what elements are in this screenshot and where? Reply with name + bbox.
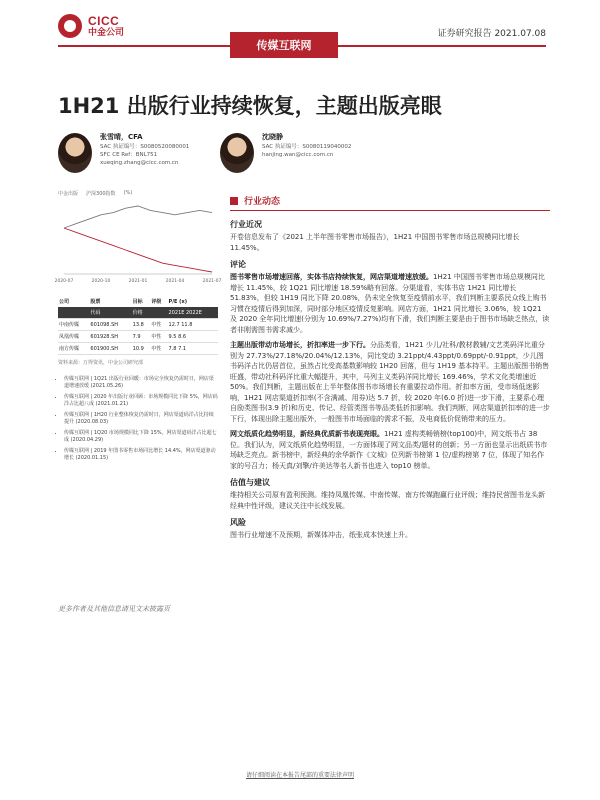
paragraph-body: 分品类看，1H21 少儿/社科/教材教辅/文艺类码洋比重分别为 27.73%/27.18%/20.04%/12.13%，同比变动 3.21ppt/4.43ppt/0.69ppt/-0.91ppt，少儿图书码洋占比仍居首位，虽然占比受高基数影响较 1H20 回落，但与 1H19 基本持平。主题出版图书销售旺盛，带动社科码洋比重大幅提升，其中，马列主义类码洋同比增长 169.46%，学术文化类增速近 50%。我们判断，主题出版在上半年整体图书市场增长有重要拉动作用。折扣率方面，受市场低迷影响，1H21 网店渠道折扣率(不含满减、用券)达 5.7 折，较 2020 年(6.0 折)进一步下滑，主要系心理自励类图书(3.9 折)和历史、传记、经管类图书等品类低折扣影响。我们判断，网店渠道折扣率的进一步下行，体现出除主题出版外，一般图书市场面临的需求不振，及电商低价促销带来的压力。 (230, 341, 550, 423)
industry-tag: 传媒互联网 (230, 32, 338, 58)
table-row (58, 319, 218, 331)
table-cell: 601098.SH (90, 321, 119, 328)
x-tick-label: 2021-04 (165, 279, 185, 284)
related-report-link[interactable]: • 传媒互联网 | 1Q20 市场规模同比下降 15%，网店渠道码洋占比超七成 (2020.04.29) (64, 430, 218, 444)
analyst-ref: SFC CE Ref：BNL751 (100, 152, 158, 158)
paragraph-body: 1H21 虚构类畅销榜(top100)中，网文纸书占 38 位。我们认为，网文纸质化趋势明显，一方面体现了网文品类/题材的创新；另一方面也显示出纸质书市场缺乏亮点。新书榜中，新经典的余华新作《文城》位列新书榜第 1 位/虚构榜第 7 位，体现了知名作家的号召力；杨天真/刘擎/许美达等名人新书也进入 top10 榜单。 (230, 430, 548, 470)
table-header: 目标 (132, 299, 143, 305)
section-title: 行业动态 (244, 197, 281, 207)
related-report-link[interactable]: • 传媒互联网 | 1Q21 出版行业回暖：市场完全恢复仍需时日，网店渠道增速放缓 (2021.05.26) (64, 376, 218, 390)
square-bullet-icon (230, 197, 238, 205)
paragraph: 图书行业增速不及预期，新媒体冲击，纸张成本快速上升。 (230, 531, 412, 539)
main-content (230, 194, 550, 546)
logo-en: CICC (88, 13, 120, 28)
table-cell: 9.5 8.6 (168, 333, 187, 340)
page-title: 1H21 出版行业持续恢复，主题出版亮眼 (58, 94, 442, 118)
table-cell: 601928.SH (90, 333, 119, 340)
table-cell: 中性 (151, 346, 162, 352)
related-report-link[interactable]: • 传媒互联网 | 1H20 行业整体恢复仍需时日，网店渠道码洋占比持续提升 (2020.08.03) (64, 412, 218, 426)
paragraph (230, 272, 550, 335)
analyst-license: SAC 执证编号：S0080520080001 (100, 144, 190, 150)
table-cell: 13.8 (132, 321, 144, 328)
analyst-card (58, 133, 189, 173)
cicc-logo (58, 12, 178, 40)
table-row (58, 331, 218, 343)
table-cell: 7.9 (132, 333, 141, 340)
paragraph-lead: 网文纸质化趋势明显，新经典优质新书表现亮眼。 (230, 430, 384, 438)
table-subheader: 代码 (89, 307, 131, 319)
heading-recent: 行业近况 (230, 220, 262, 229)
paragraph (230, 340, 550, 424)
analyst-email[interactable]: xueqing.zhang@cicc.com.cn (100, 160, 179, 166)
analyst-photo (58, 133, 92, 173)
paragraph (230, 429, 550, 471)
analyst-name: 沈晓静 (262, 133, 283, 141)
table-cell: 12.7 11.8 (168, 321, 193, 328)
x-tick-label: 2021-07 (202, 279, 222, 284)
cicc-logo-icon (58, 14, 82, 38)
analyst-email[interactable]: hanjing.wan@cicc.com.cn (262, 152, 334, 158)
footer-disclaimer[interactable]: 请仔细阅读在本报告尾部的重要法律声明 (245, 772, 354, 779)
table-row (58, 343, 218, 355)
analyst-card (220, 133, 351, 173)
table-subheader (58, 307, 89, 319)
table-subheader: 2021E 2022E (168, 307, 218, 319)
table-cell: 南方传媒 (59, 346, 80, 352)
table-header: 评级 (151, 299, 162, 305)
performance-chart (54, 200, 222, 286)
analyst-photo (220, 133, 254, 173)
series-line-2 (64, 228, 212, 272)
x-tick-label: 2020-10 (91, 279, 111, 284)
chart-legend (58, 190, 218, 197)
paragraph-lead: 主题出版带动市场增长，折扣率进一步下行。 (230, 341, 370, 349)
left-sidebar (54, 190, 222, 466)
table-cell: 凤凰传媒 (59, 334, 80, 340)
more-info-note: 更多作者及其他信息请见文末披露页 (58, 605, 170, 613)
logo-cn: 中金公司 (88, 27, 125, 38)
table-cell: 7.8 7.1 (168, 345, 187, 352)
table-cell: 中性 (151, 334, 162, 340)
table-cell: 601900.SH (90, 345, 119, 352)
chart-unit: (%) (123, 190, 133, 196)
paragraph-body: 1H21 中国图书零售市场总规模同比增长 11.45%，较 1Q21 同比增速 18.59%略有回落。分渠道看，实体书店 1H21 同比增长 51.83%，但较 1H19 同比下降 20.08%，仍未完全恢复至疫情前水平，我们判断主要系民众线上购书习惯在疫情后得到加深，同时部分地区疫情反复影响。网店方面，1H21 同比增长 3.06%，较 1Q21 及 2020 全年同比增速(分别为 10.69%/7.27%)均有下滑，我们判断主要是由于图书市场缺乏热点，读者非刚需图书需求减少。 (230, 273, 550, 334)
table-subheader: 价格 (132, 307, 151, 319)
legend-series-1: 中金出版 (58, 191, 79, 197)
paragraph: 维持相关公司原有盈利预测。维持凤凰传媒、中南传媒、南方传媒跑赢行业评级；维持民营图书龙头新经典中性评级，建议关注中长线发展。 (230, 491, 545, 510)
related-report-link[interactable]: • 传媒互联网 | 2019 年图书零售市场同比增长 14.4%，网店渠道驱动增长 (2020.01.15) (64, 448, 218, 462)
table-cell: 10.9 (132, 345, 144, 352)
analyst-name: 张雪晴，CFA (100, 133, 143, 141)
paragraph-lead: 图书零售市场增速回落，实体书店持续恢复，网店渠道增速放缓。 (230, 273, 433, 281)
legend-series-2: 沪深300指数 (86, 191, 116, 197)
related-report-link[interactable]: • 传媒互联网 | 2020 年出版行业回顾：市场规模同比下降 5%，网店码洋占比超八成 (2021.01.21) (64, 394, 218, 408)
x-tick-label: 2020-07 (54, 279, 74, 284)
x-tick-label: 2021-01 (128, 279, 148, 284)
related-reports-list (58, 376, 218, 462)
table-cell: 中南传媒 (59, 322, 80, 328)
heading-comment: 评论 (230, 260, 246, 269)
valuation-table (58, 296, 218, 355)
table-subheader (150, 307, 167, 319)
section-header (230, 194, 550, 211)
table-cell: 中性 (151, 322, 162, 328)
table-header: P/E (x) (168, 298, 187, 305)
table-header: 股票 (90, 299, 101, 305)
series-line-1 (64, 206, 212, 228)
paragraph: 开卷信息发布了《2021 上半年图书零售市场报告》，1H21 中国图书零售市场总规模同比增长 11.45%。 (230, 233, 520, 252)
table-header: 公司 (59, 299, 70, 305)
report-type-date: 证券研究报告 2021.07.08 (437, 29, 546, 39)
analyst-license: SAC 执证编号：S0080119040002 (262, 144, 352, 150)
heading-valuation: 估值与建议 (230, 478, 270, 487)
table-source-note: 资料来源：万得资讯，中金公司研究部 (58, 360, 144, 366)
heading-risk: 风险 (230, 518, 246, 527)
